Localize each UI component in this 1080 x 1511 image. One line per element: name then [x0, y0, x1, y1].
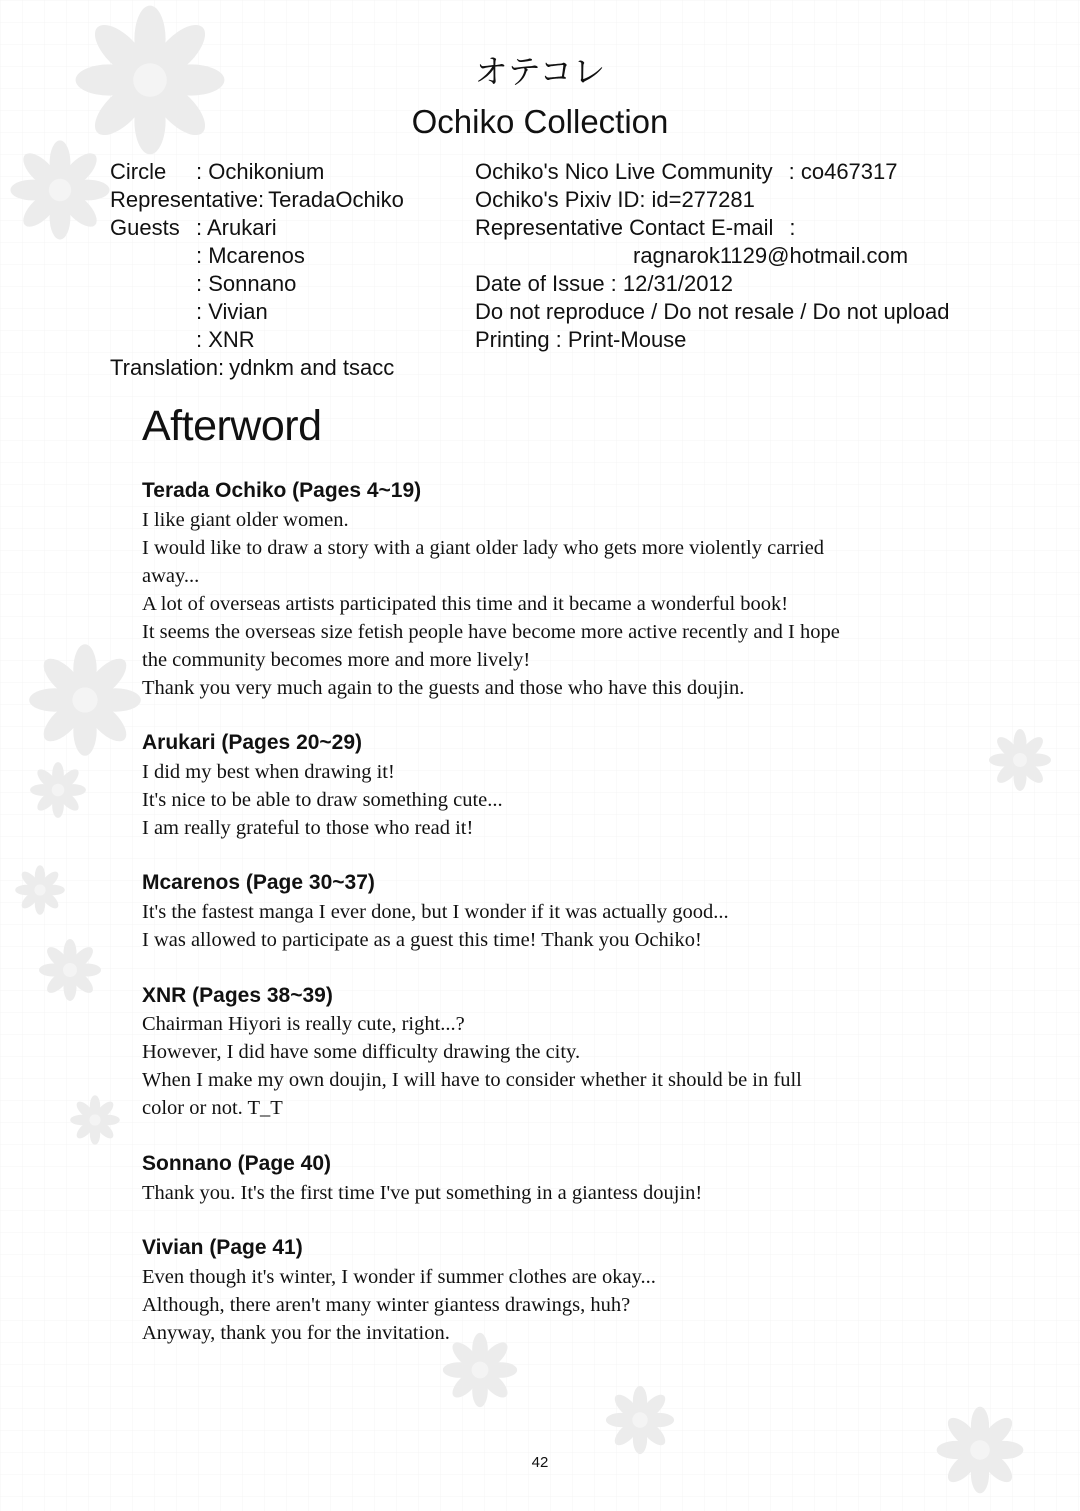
- body-line: I would like to draw a story with a giant older lady who gets more violently carried: [142, 537, 825, 559]
- body-line: Thank you very much again to the guests and those who have this doujin.: [142, 677, 745, 699]
- body-line: Even though it's winter, I wonder if summer clothes are okay...: [142, 1266, 656, 1288]
- section-heading: Vivian (Page 41): [142, 1236, 303, 1259]
- credit-label: Ochiko's Nico Live Community: [475, 159, 773, 184]
- credit-label: Representative Contact E-mail: [475, 215, 774, 240]
- credit-value: ydnkm and tsacc: [229, 355, 395, 380]
- credit-date-of-issue: [475, 270, 733, 298]
- body-line: I did my best when drawing it!: [142, 761, 395, 783]
- credit-label: Guests: [110, 215, 180, 240]
- credit-value: : Sonnano: [196, 271, 297, 296]
- credit-label: Circle: [110, 159, 167, 184]
- body-line: I like giant older women.: [142, 509, 349, 531]
- body-line: When I make my own doujin, I will have to consider whether it should be in full: [142, 1069, 802, 1091]
- body-line: I was allowed to participate as a guest this time! Thank you Ochiko!: [142, 929, 702, 951]
- body-line: It's nice to be able to draw something cute...: [142, 789, 503, 811]
- title-english: Ochiko Collection: [411, 103, 669, 140]
- credit-guests: [110, 214, 277, 242]
- body-line: However, I did have some difficulty drawing the city.: [142, 1041, 581, 1063]
- credit-printing: [475, 326, 686, 354]
- body-line: Although, there aren't many winter giantess drawings, huh?: [142, 1294, 631, 1316]
- credit-value: : Vivian: [196, 299, 268, 324]
- credit-value: : Mcarenos: [196, 243, 305, 268]
- credit-circle: [110, 158, 324, 186]
- section-body: [142, 1263, 952, 1347]
- body-line: Thank you. It's the first time I've put something in a giantess doujin!: [142, 1182, 703, 1204]
- credit-value: ragnarok1129@hotmail.com: [633, 243, 909, 268]
- credit-label: Printing: [475, 327, 550, 352]
- body-line: It seems the overseas size fetish people have become more active recently and I hope: [142, 621, 840, 643]
- body-line: A lot of overseas artists participated this time and it became a wonderful book!: [142, 593, 789, 615]
- section-heading: Terada Ochiko (Pages 4~19): [142, 479, 422, 502]
- credit-translation: [110, 354, 394, 382]
- section-body: [142, 758, 952, 842]
- afterword-title: Afterword: [142, 402, 322, 450]
- section-body: [142, 1179, 952, 1207]
- body-line: Anyway, thank you for the invitation.: [142, 1322, 450, 1344]
- section-heading: Arukari (Pages 20~29): [142, 731, 363, 754]
- section-heading: Mcarenos (Page 30~37): [142, 871, 375, 894]
- credit-guest: [196, 298, 268, 326]
- credit-value: : XNR: [196, 327, 255, 352]
- credit-value: : co467317: [788, 159, 898, 184]
- credit-guest: [196, 242, 305, 270]
- section-heading: Sonnano (Page 40): [142, 1152, 332, 1175]
- body-line: the community becomes more and more lively!: [142, 649, 531, 671]
- section-body: [142, 898, 952, 954]
- credit-guest: [196, 270, 296, 298]
- page-number: 42: [531, 1454, 549, 1471]
- section-heading: XNR (Pages 38~39): [142, 984, 333, 1007]
- credit-value: id=277281: [651, 187, 755, 212]
- credit-email-address: [633, 242, 908, 270]
- body-line: Chairman Hiyori is really cute, right...?: [142, 1013, 465, 1035]
- body-line: away...: [142, 565, 200, 587]
- credit-notice: [475, 298, 950, 326]
- credit-pixiv-id: [475, 186, 755, 214]
- credit-label: Ochiko's Pixiv ID:: [475, 187, 646, 212]
- section-body: [142, 506, 952, 702]
- credit-value: :: [789, 215, 796, 240]
- credit-value: : 12/31/2012: [610, 271, 733, 296]
- credit-guest: [196, 326, 255, 354]
- credit-value: TeradaOchiko: [268, 187, 404, 212]
- title-japanese: オテコレ: [474, 53, 606, 90]
- credit-value: : Arukari: [196, 215, 277, 240]
- credit-label: Date of Issue: [475, 271, 605, 296]
- credit-value: : Ochikonium: [196, 159, 325, 184]
- body-line: color or not. T_T: [142, 1097, 283, 1119]
- body-line: I am really grateful to those who read it!: [142, 817, 474, 839]
- credit-contact-email: [475, 214, 795, 242]
- credit-label: Translation:: [110, 355, 225, 380]
- credit-nico-community: [475, 158, 898, 186]
- credit-label: Do not reproduce / Do not resale / Do not upload: [475, 299, 950, 324]
- credit-representative: [110, 186, 404, 214]
- body-line: It's the fastest manga I ever done, but I wonder if it was actually good...: [142, 901, 729, 923]
- section-body: [142, 1010, 952, 1122]
- credit-value: : Print-Mouse: [555, 327, 687, 352]
- credit-label: Representative:: [110, 187, 265, 212]
